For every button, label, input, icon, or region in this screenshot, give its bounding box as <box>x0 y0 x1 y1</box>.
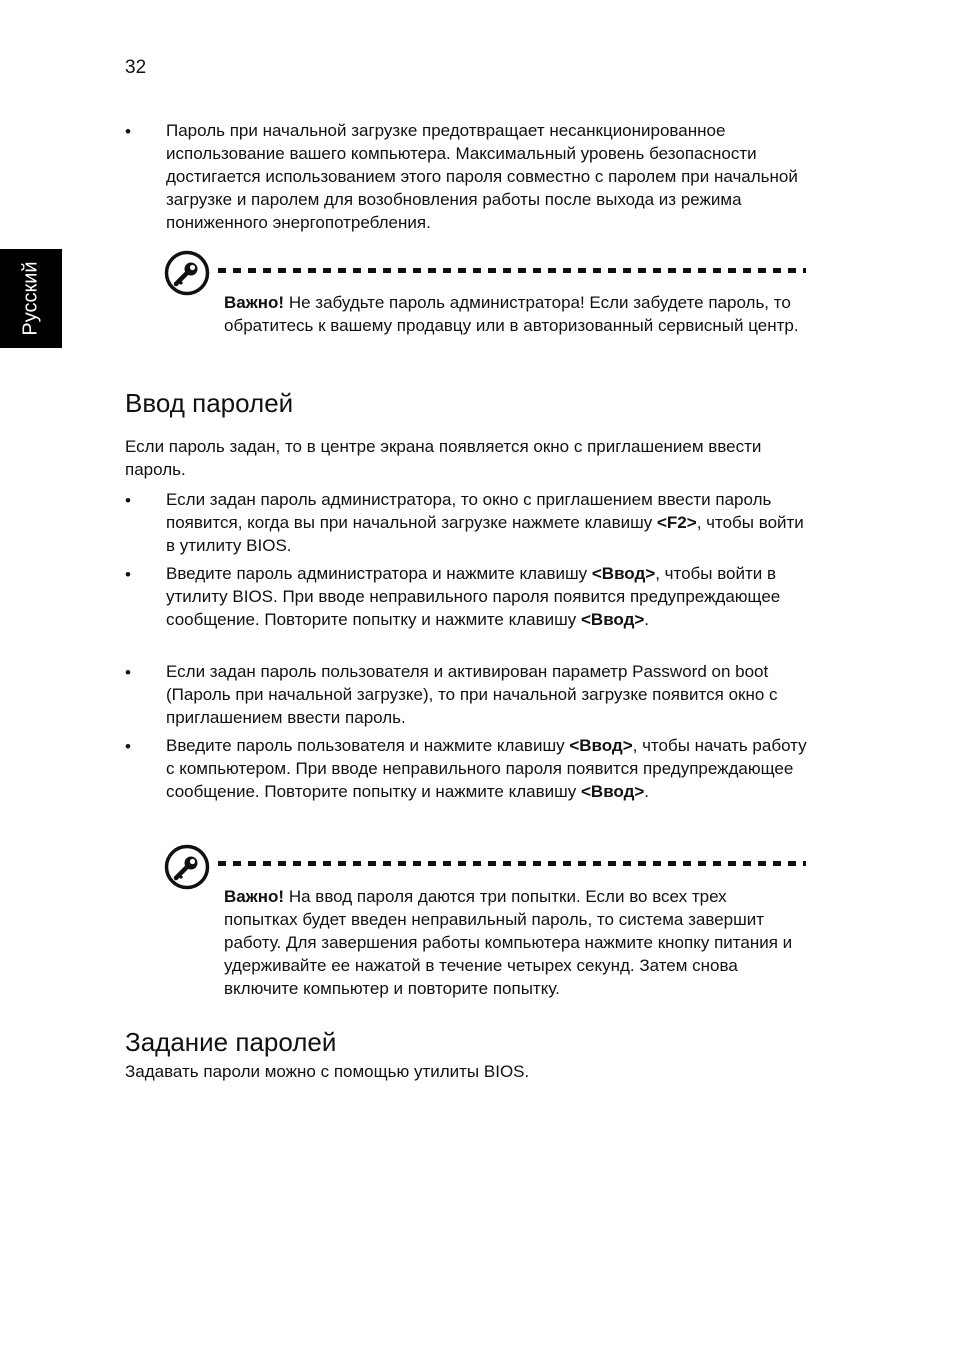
section-intro: Если пароль задан, то в центре экрана появляется окно с приглашением ввести пароль. <box>125 437 762 479</box>
item-text: , чтобы начать работу с компьютером. При вводе неправильного пароля появится предупреждающее сообщение. Повторите попытку и нажмите клавишу <box>166 736 807 801</box>
note-important-admin <box>224 291 804 337</box>
key-icon <box>164 844 210 890</box>
section-text: Задавать пароли можно с помощью утилиты BIOS. <box>125 1062 530 1081</box>
note-label: Важно! <box>224 887 285 906</box>
key-name: <Ввод> <box>569 736 633 755</box>
section-title-enter-passwords: Ввод паролей <box>125 388 294 418</box>
key-name: <Ввод> <box>591 564 656 583</box>
bullet-marker: • <box>125 663 131 682</box>
list-item <box>166 660 816 729</box>
item-text: Если задан пароль администратора, то окно с приглашением ввести пароль появится, когда вы при начальной загрузке нажмете клавишу <box>166 490 772 532</box>
list-item <box>166 562 816 631</box>
key-name: <F2> <box>657 513 697 532</box>
item-text: , чтобы войти в утилиту BIOS. При вводе неправильного пароля появится предупреждающее сообщение. Повторите попытку и нажмите клавишу <box>166 564 781 629</box>
key-name: <Ввод> <box>580 610 645 629</box>
key-name: <Ввод> <box>580 782 645 801</box>
page-number: 32 <box>125 57 147 78</box>
note-body: Не забудьте пароль администратора! Если забудете пароль, то обратитесь к вашему продавцу или в авторизованный сервисный центр. <box>224 293 799 335</box>
bullet-marker: • <box>125 122 131 141</box>
bullet-marker: • <box>125 565 131 584</box>
item-text: Если задан пароль пользователя и активирован параметр Password on boot (Пароль при начальной загрузке), то при начальной загрузке появится окно с приглашением ввести пароль. <box>166 662 778 727</box>
note-label: Важно! <box>224 293 285 312</box>
item-text: , чтобы войти в утилиту BIOS. <box>166 513 804 555</box>
note-important-attempts <box>224 885 804 1000</box>
key-icon <box>164 250 210 296</box>
note-divider <box>218 268 806 273</box>
item-text: Введите пароль пользователя и нажмите клавишу <box>166 736 570 755</box>
section-title-set-passwords: Задание паролей <box>125 1027 337 1057</box>
language-tab <box>0 249 62 348</box>
item-text: Введите пароль администратора и нажмите клавишу <box>166 564 592 583</box>
item-text: . <box>644 782 650 801</box>
bullet-marker: • <box>125 491 131 510</box>
language-tab-label: Русский <box>19 261 42 336</box>
list-item <box>166 734 816 803</box>
note-body: На ввод пароля даются три попытки. Если во всех трех попытках будет введен неправильный пароль, то система завершит работу. Для завершения работы компьютера нажмите кнопку питания и удерживайте ее нажатой в течение четырех секунд. Затем снова включите компьютер и повторите попытку. <box>224 887 793 998</box>
bullet-marker: • <box>125 737 131 756</box>
note-divider <box>218 861 806 866</box>
item-text: . <box>644 610 650 629</box>
list-item <box>166 488 816 557</box>
intro-bullet-text: Пароль при начальной загрузке предотвращает несанкционированное использование вашего компьютера. Максимальный уровень безопасности достигается использованием этого пароля совместно с паролем при начальной загрузке и паролем для возобновления работы после выхода из режима пониженного энергопотребления. <box>166 121 798 232</box>
